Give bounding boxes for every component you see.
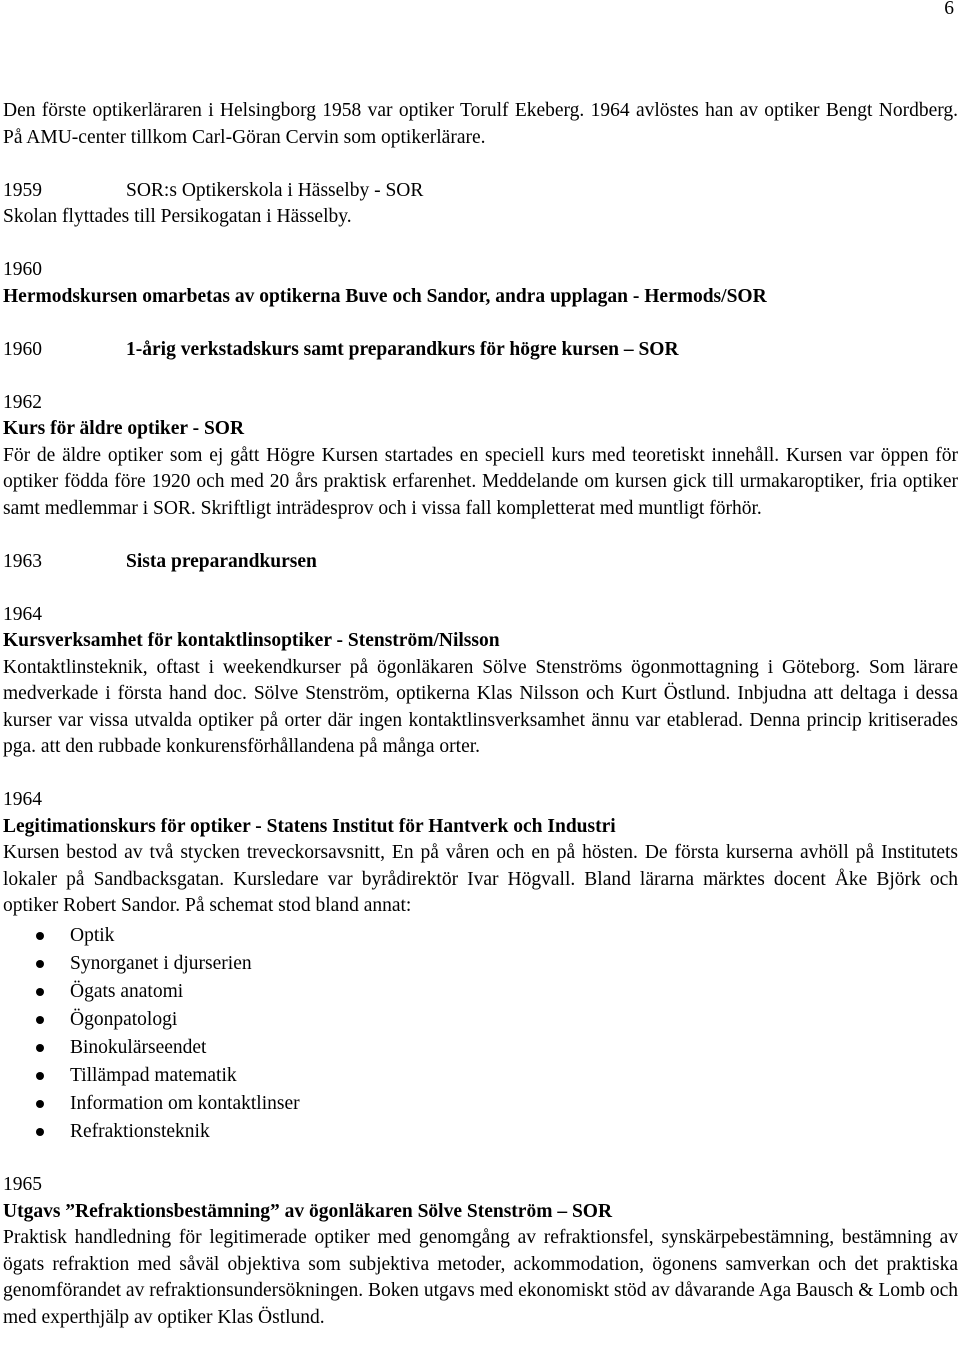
entry-year: 1964 xyxy=(3,789,42,810)
entry-year: 1960 xyxy=(3,259,42,280)
entry-1962 xyxy=(3,390,958,523)
list-item: Optik xyxy=(3,922,958,950)
entry-year: 1963 xyxy=(3,550,42,572)
list-item: Ögonpatologi xyxy=(3,1006,958,1034)
list-item: Refraktionsteknik xyxy=(3,1118,958,1146)
entry-1965 xyxy=(3,1172,958,1331)
entry-title: Hermodskursen omarbetas av optikerna Buve och Sandor, andra upplagan - Hermods/SOR xyxy=(3,285,767,307)
entry-title: Kurs för äldre optiker - SOR xyxy=(3,418,245,439)
entry-year: 1965 xyxy=(3,1174,42,1195)
page-number: 6 xyxy=(944,0,954,19)
list-item: Binokulärseendet xyxy=(3,1034,958,1062)
entry-title: Legitimationskurs för optiker - Statens Institut för Hantverk och Industri xyxy=(3,815,616,837)
entry-title: Kursverksamhet för kontaktlinsoptiker - Stenström/Nilsson xyxy=(3,630,500,651)
list-item: Synorganet i djurserien xyxy=(3,950,958,978)
document-body xyxy=(3,98,958,1331)
entry-1964-legitimation xyxy=(3,787,958,1146)
entry-year: 1962 xyxy=(3,391,42,413)
entry-text: Kontaktlinsteknik, oftast i weekendkurser på ögonläkaren Sölve Stenströms ögonmottagning i Göteborg. Som lärare medverkade i första hand doc. Sölve Stenström, optikerna Klas Nilsson och Kurt Östlund. Inbjudna att deltaga i dessa kurser var vissa utvalda optiker på orter där ingen kontaktlinsverksamhet ännu var etablerad. Denna princip kritiserades pga. att den rubbade konkurensförhållandena på många orter. xyxy=(3,656,958,757)
entry-year: 1959 xyxy=(3,179,42,201)
entry-title: 1-årig verkstadskurs samt preparandkurs för högre kursen – SOR xyxy=(126,338,679,360)
entry-text: Skolan flyttades till Persikogatan i Hässelby. xyxy=(3,206,352,227)
entry-1960-hermods xyxy=(3,257,958,310)
entry-title: Utgavs ”Refraktionsbestämning” av ögonläkaren Sölve Stenström – SOR xyxy=(3,1200,613,1222)
entry-1960-verkstadskurs xyxy=(3,337,958,364)
entry-title: Sista preparandkursen xyxy=(126,550,317,572)
entry-year: 1964 xyxy=(3,603,42,625)
entry-text: För de äldre optiker som ej gått Högre Kursen startades en speciell kurs med teoretiskt innehåll. Kursen var öppen för optiker födda före 1920 och med 20 års praktisk erfarenhet. Meddelande om kursen gick till urmakaroptiker, fria optiker samt medlemmar i SOR. Skriftligt inträdesprov och i vissa fall kompletterat med muntligt förhör. xyxy=(3,444,958,519)
entry-1964-kontaktlins xyxy=(3,602,958,761)
list-item: Information om kontaktlinser xyxy=(3,1090,958,1118)
schedule-list xyxy=(3,922,958,1146)
intro-paragraph: Den förste optikerläraren i Helsingborg 1958 var optiker Torulf Ekeberg. 1964 avlöstes han av optiker Bengt Nordberg. På AMU-center tillkom Carl-Göran Cervin som optikerlärare. xyxy=(3,100,958,148)
entry-title: SOR:s Optikerskola i Hässelby - SOR xyxy=(126,179,424,201)
list-item: Ögats anatomi xyxy=(3,978,958,1006)
entry-text: Kursen bestod av två stycken treveckorsavsnitt, En på våren och en på hösten. De första kurserna avhöll på Institutets lokaler på Sandbacksgatan. Kursledare var byrådirektör Ivar Högvall. Bland lärarna märktes docent Åke Björk och optiker Robert Sandor. På schemat stod bland annat: xyxy=(3,842,958,916)
entry-1963 xyxy=(3,549,958,576)
entry-1959 xyxy=(3,178,958,231)
list-item: Tillämpad matematik xyxy=(3,1062,958,1090)
entry-text: Praktisk handledning för legitimerade optiker med genomgång av refraktionsfel, synskärpebestämning, bestämning av ögats refraktion med såväl objektiva som subjektiva metoder, ackommodation, ögonens samverkan och det praktiska genomförandet av refraktionsundersökningen. Boken utgavs med ekonomiskt stöd av dåvarande Aga Bausch & Lomb och med experthjälp av optiker Klas Östlund. xyxy=(3,1227,958,1328)
entry-year: 1960 xyxy=(3,338,42,360)
